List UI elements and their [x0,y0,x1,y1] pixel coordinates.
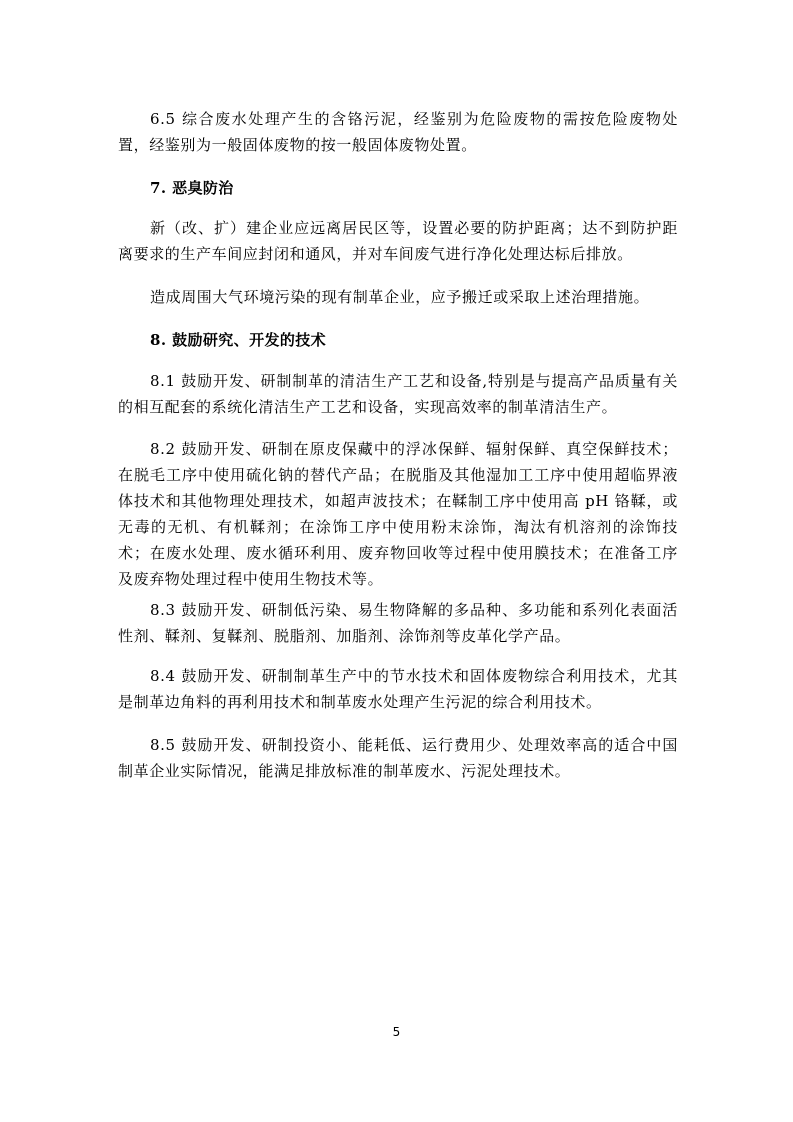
paragraph-text: 8.3 鼓励开发、研制低污染、易生物降解的多品种、多功能和系列化表面活性剂、鞣剂、复鞣剂、脱脂剂、加脂剂、涂饰剂等皮革化学产品。 [118,601,678,645]
paragraph-8-1 [118,368,678,420]
paragraph-8-4 [118,663,678,715]
paragraph-8-3 [118,597,678,649]
section-heading-7 [118,175,678,201]
paragraph-6-5 [118,106,678,158]
section-heading-8 [118,327,678,353]
paragraph-7-a [118,215,678,267]
page-number: 5 [392,1025,401,1039]
paragraph-8-2 [118,436,678,592]
paragraph-text: 8.2 鼓励开发、研制在原皮保藏中的浮冰保鲜、辐射保鲜、真空保鲜技术；在脱毛工序中使用硫化钠的替代产品；在脱脂及其他湿加工工序中使用超临界液体技术和其他物理处理技术，如超声波技术；在鞣制工序中使用高 pH 铬鞣，或无毒的无机、有机鞣剂；在涂饰工序中使用粉末涂饰，淘汰有机溶剂的涂饰技术；在废水处理、废水循环利用、废弃物回收等过程中使用膜技术；在准备工序及废弃物处理过程中使用生物技术等。 [118,440,678,588]
paragraph-8-5 [118,732,678,784]
heading-text: 8. 鼓励研究、开发的技术 [150,331,327,349]
paragraph-7-b [118,284,678,310]
paragraph-text: 8.5 鼓励开发、研制投资小、能耗低、运行费用少、处理效率高的适合中国制革企业实际情况，能满足排放标准的制革废水、污泥处理技术。 [118,736,678,780]
paragraph-text: 8.1 鼓励开发、研制制革的清洁生产工艺和设备,特别是与提高产品质量有关的相互配套的系统化清洁生产工艺和设备，实现高效率的制革清洁生产。 [118,372,678,416]
paragraph-text: 6.5 综合废水处理产生的含铬污泥，经鉴别为危险废物的需按危险废物处置，经鉴别为一般固体废物的按一般固体废物处置。 [118,110,678,154]
paragraph-text: 造成周围大气环境污染的现有制革企业，应予搬迁或采取上述治理措施。 [150,288,650,306]
heading-text: 7. 恶臭防治 [150,179,234,197]
paragraph-text: 新（改、扩）建企业应远离居民区等，设置必要的防护距离；达不到防护距离要求的生产车间应封闭和通风，并对车间废气进行净化处理达标后排放。 [118,219,678,263]
paragraph-text: 8.4 鼓励开发、研制制革生产中的节水技术和固体废物综合利用技术，尤其是制革边角料的再利用技术和制革废水处理产生污泥的综合利用技术。 [118,667,678,711]
